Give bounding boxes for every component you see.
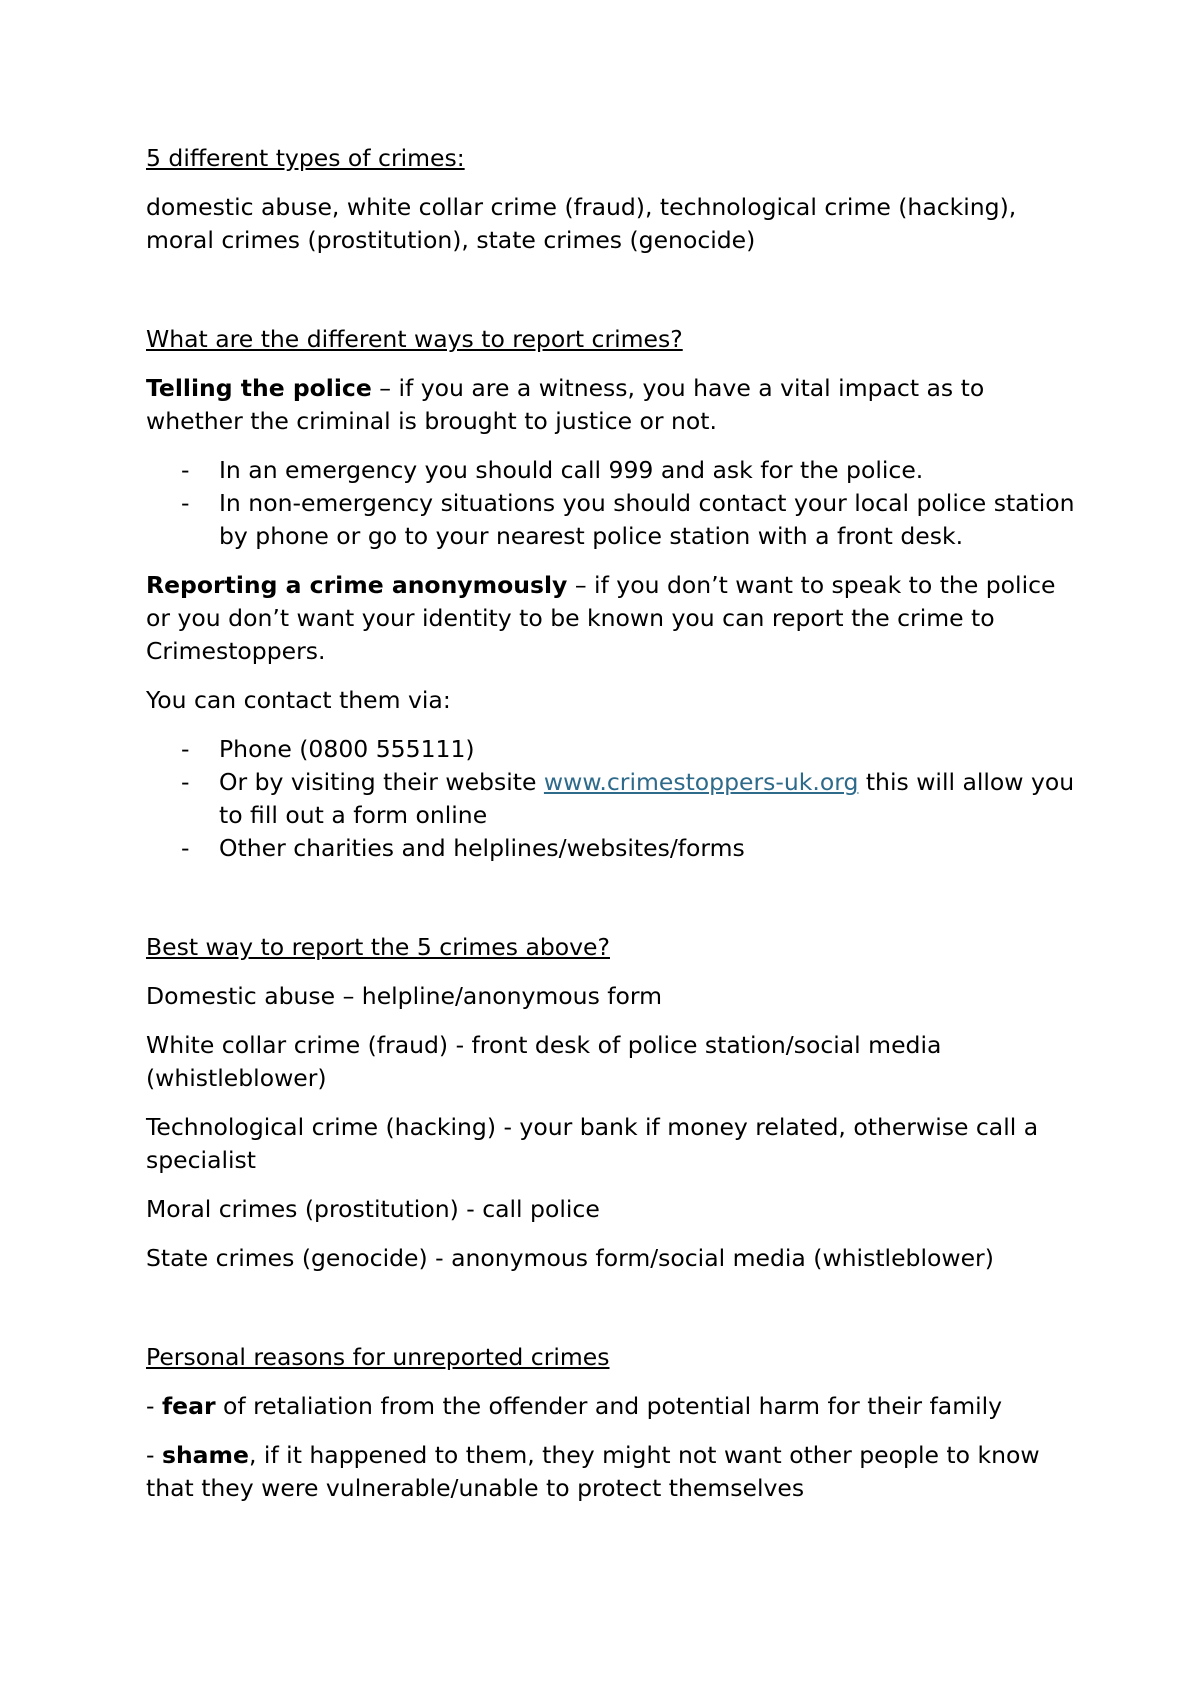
spacer xyxy=(146,273,1076,323)
document-page xyxy=(146,142,1076,1521)
list-item xyxy=(146,832,1076,865)
website-post-text: this will allow you to fill out a form online xyxy=(219,768,1075,829)
anonymous-title: Reporting a crime anonymously xyxy=(146,571,568,599)
contact-intro: You can contact them via: xyxy=(146,686,451,714)
contact-bullet-list xyxy=(146,733,1076,865)
best-way-item: Moral crimes (prostitution) - call police xyxy=(146,1195,600,1223)
list-item xyxy=(146,733,1076,766)
list-item xyxy=(146,766,1076,832)
list-item-text: In an emergency you should call 999 and ask for the police. xyxy=(219,456,924,484)
crime-types-list: domestic abuse, white collar crime (fraud), technological crime (hacking), moral crimes (prostitution), state crimes (genocide) xyxy=(146,193,1017,254)
police-title: Telling the police xyxy=(146,374,372,402)
list-item xyxy=(146,487,1076,553)
heading-crime-types: 5 different types of crimes: xyxy=(146,144,465,172)
police-text: – if you are a witness, you have a vital impact as to whether the criminal is brought to justice or not. xyxy=(146,374,985,435)
dash-bullet: - xyxy=(181,456,190,484)
spacer xyxy=(146,881,1076,931)
dash-bullet: - xyxy=(181,768,190,796)
reason-prefix: - xyxy=(146,1441,162,1469)
other-text: Other charities and helplines/websites/forms xyxy=(219,834,745,862)
heading-unreported-reasons: Personal reasons for unreported crimes xyxy=(146,1343,610,1371)
best-way-item: White collar crime (fraud) - front desk of police station/social media (whistleblower) xyxy=(146,1031,942,1092)
reason-keyword: fear xyxy=(161,1392,216,1420)
heading-report-ways: What are the different ways to report crimes? xyxy=(146,325,683,353)
best-way-item: Domestic abuse – helpline/anonymous form xyxy=(146,982,663,1010)
dash-bullet: - xyxy=(181,489,190,517)
dash-bullet: - xyxy=(181,834,190,862)
list-item xyxy=(146,454,1076,487)
list-item-text: In non-emergency situations you should contact your local police station by phone or go to your nearest police station with a front desk. xyxy=(219,489,1075,550)
reason-item xyxy=(146,1390,1076,1423)
reason-keyword: shame xyxy=(161,1441,249,1469)
phone-text: Phone (0800 555111) xyxy=(219,735,475,763)
spacer xyxy=(146,1291,1076,1341)
website-pre-text: Or by visiting their website xyxy=(219,768,544,796)
police-paragraph xyxy=(146,372,1076,438)
reason-text: of retaliation from the offender and potential harm for their family xyxy=(215,1392,1003,1420)
reason-item xyxy=(146,1439,1076,1505)
best-way-item: Technological crime (hacking) - your bank if money related, otherwise call a specialist xyxy=(146,1113,1039,1174)
best-way-item: State crimes (genocide) - anonymous form/social media (whistleblower) xyxy=(146,1244,994,1272)
police-bullet-list xyxy=(146,454,1076,553)
anonymous-paragraph xyxy=(146,569,1076,668)
anonymous-text: – if you don’t want to speak to the police or you don’t want your identity to be known you can report the crime to Crimestoppers. xyxy=(146,571,1056,665)
dash-bullet: - xyxy=(181,735,190,763)
reason-prefix: - xyxy=(146,1392,162,1420)
crimestoppers-link[interactable]: www.crimestoppers-uk.org xyxy=(543,768,859,796)
reason-text: , if it happened to them, they might not want other people to know that they were vulnerable/unable to protect themselves xyxy=(146,1441,1040,1502)
heading-best-way: Best way to report the 5 crimes above? xyxy=(146,933,610,961)
